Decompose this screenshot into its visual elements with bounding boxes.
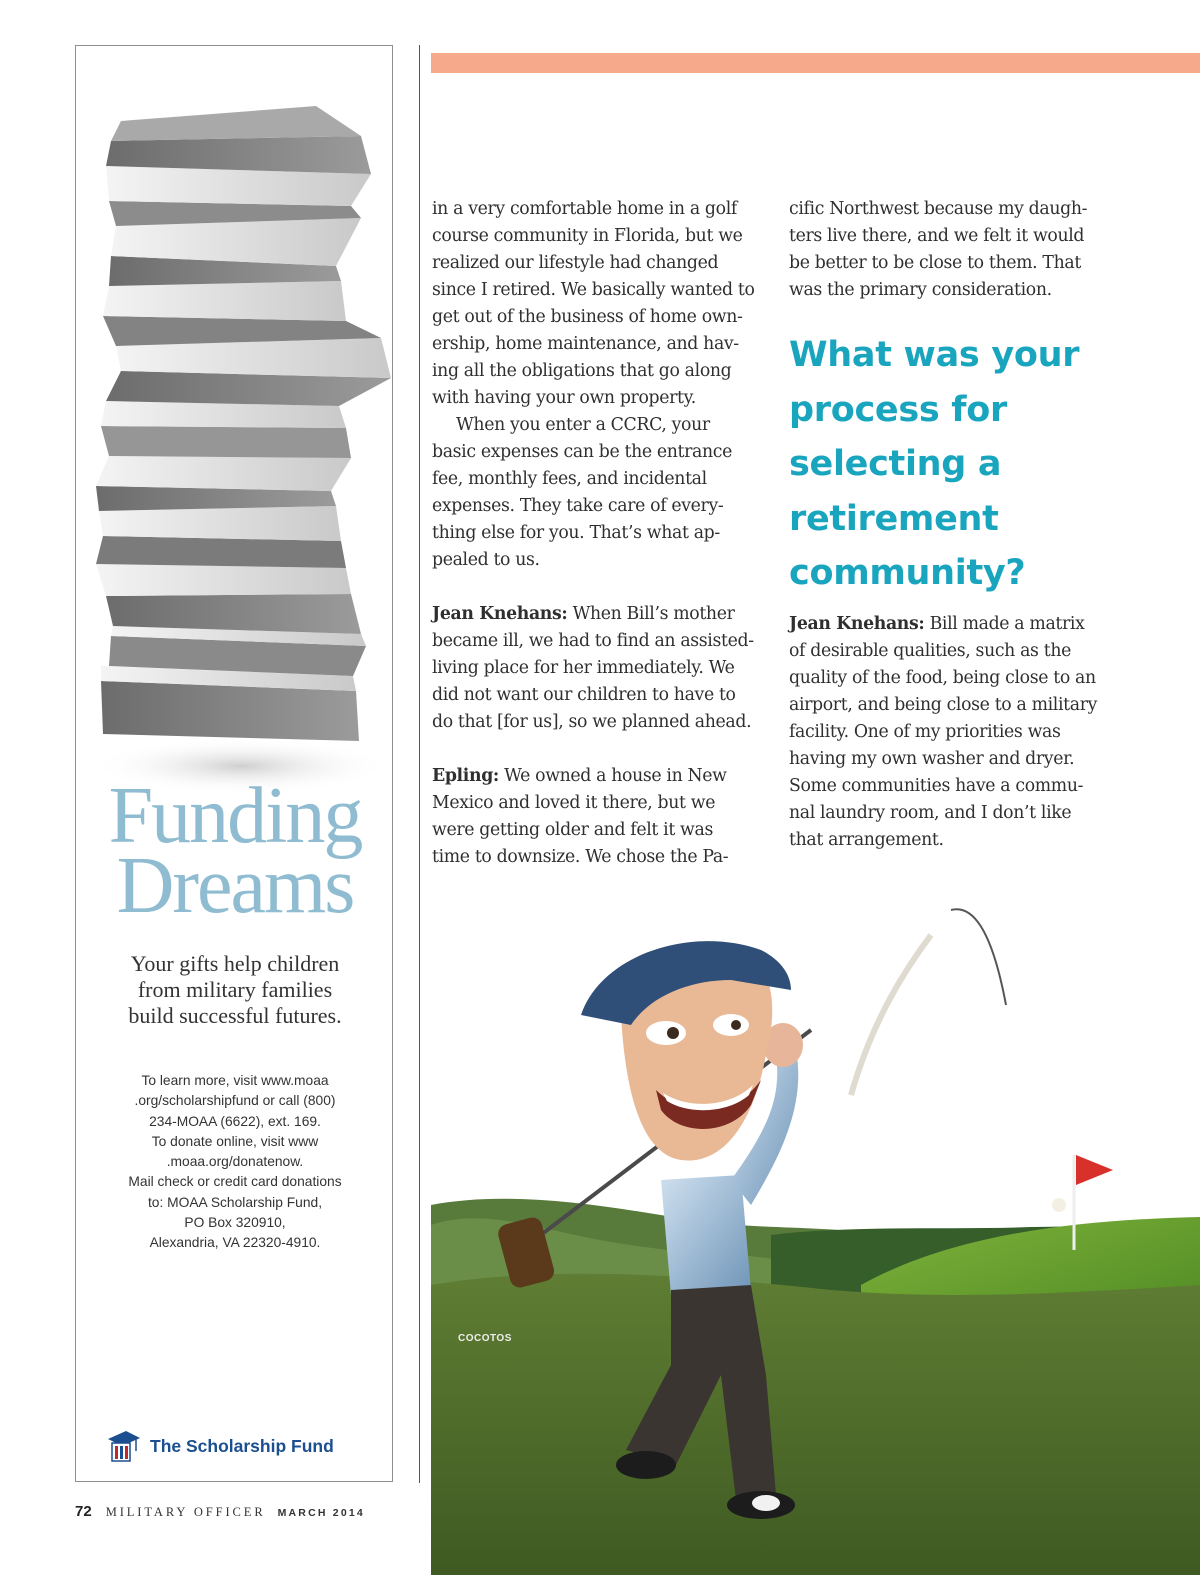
ad-headline bbox=[76, 772, 393, 930]
paragraph bbox=[432, 412, 772, 574]
ad-contact-line: To learn more, visit www.moaa bbox=[141, 1073, 329, 1088]
text-line: fee, monthly fees, and incidental bbox=[432, 469, 707, 489]
speaker-name: Jean Knehans: bbox=[432, 604, 568, 624]
logo-text: The Scholarship Fund bbox=[150, 1435, 334, 1456]
column-divider bbox=[419, 45, 420, 1483]
text-line: When Bill’s mother bbox=[567, 604, 735, 624]
text-line: time to downsize. We chose the Pa- bbox=[432, 847, 729, 867]
golfer-collage-illustration bbox=[431, 905, 1200, 1575]
text-line: cific Northwest because my daugh- bbox=[789, 199, 1088, 219]
ad-contact-line: To donate online, visit www bbox=[151, 1133, 319, 1149]
ad-contact-line: Mail check or credit card donations bbox=[128, 1174, 342, 1190]
text-line: realized our lifestyle had changed bbox=[432, 253, 719, 273]
text-line: When you enter a CCRC, your bbox=[456, 415, 710, 435]
speaker-name: Epling: bbox=[432, 766, 499, 786]
text-line: having my own washer and dryer. bbox=[789, 748, 1075, 769]
ad-tagline-line: from military families bbox=[137, 977, 333, 1002]
text-line: since I retired. We basically wanted to bbox=[432, 280, 755, 300]
text-line: pealed to us. bbox=[432, 550, 540, 570]
paragraph bbox=[432, 763, 772, 871]
ad-contact-line: .org/scholarshipfund or call (800) bbox=[134, 1093, 336, 1109]
question-line: process for bbox=[789, 389, 1007, 430]
text-line: did not want our children to have to bbox=[432, 685, 736, 705]
ad-contact-line: 234-MOAA (6622), ext. 169. bbox=[149, 1113, 321, 1129]
question-line: What was your bbox=[789, 335, 1080, 375]
ad-tagline-line: build successful futures. bbox=[128, 1003, 342, 1028]
mortarboard-icon bbox=[106, 1427, 142, 1465]
text-line: We owned a house in New bbox=[498, 766, 727, 786]
text-line: ership, home maintenance, and hav- bbox=[432, 334, 739, 354]
article-column-2 bbox=[789, 196, 1134, 854]
illustration-credit: COCOTOS bbox=[458, 1333, 512, 1344]
text-line: Bill made a matrix bbox=[924, 613, 1085, 634]
ad-headline-line-2: Dreams bbox=[116, 842, 354, 930]
text-line: expenses. They take care of every- bbox=[432, 496, 724, 516]
stacked-books-image bbox=[91, 106, 391, 796]
text-line: Some communities have a commu- bbox=[789, 775, 1084, 796]
page-number: 72 bbox=[75, 1503, 92, 1520]
page-footer bbox=[75, 1503, 365, 1523]
question-line: community? bbox=[789, 553, 1026, 593]
ad-contact-info bbox=[98, 1071, 372, 1254]
text-line: basic expenses can be the entrance bbox=[432, 442, 732, 462]
text-line: was the primary consideration. bbox=[789, 280, 1052, 300]
paragraph bbox=[432, 196, 772, 412]
text-line: thing else for you. That’s what ap- bbox=[432, 523, 720, 543]
speaker-name: Jean Knehans: bbox=[789, 613, 925, 634]
paragraph bbox=[789, 196, 1134, 304]
text-line: with having your own property. bbox=[432, 388, 696, 408]
text-line: were getting older and felt it was bbox=[432, 820, 713, 840]
text-line: became ill, we had to find an assisted- bbox=[432, 631, 754, 651]
text-line: be better to be close to them. That bbox=[789, 253, 1081, 273]
ad-contact-line: Alexandria, VA 22320-4910. bbox=[149, 1235, 321, 1251]
text-line: that arrangement. bbox=[789, 829, 944, 850]
ad-tagline bbox=[76, 951, 393, 1029]
scholarship-fund-ad bbox=[75, 45, 393, 1482]
text-line: get out of the business of home own- bbox=[432, 307, 743, 327]
text-line: of desirable qualities, such as the bbox=[789, 640, 1071, 661]
issue-date: MARCH 2014 bbox=[277, 1507, 365, 1519]
ad-contact-line: to: MOAA Scholarship Fund, bbox=[147, 1194, 323, 1210]
paragraph bbox=[789, 611, 1134, 854]
text-line: do that [for us], so we planned ahead. bbox=[432, 712, 752, 732]
accent-bar bbox=[431, 53, 1200, 73]
text-line: course community in Florida, but we bbox=[432, 226, 743, 246]
text-line: ing all the obligations that go along bbox=[432, 361, 732, 381]
question-heading bbox=[789, 328, 1134, 601]
magazine-name: MILITARY OFFICER bbox=[105, 1505, 266, 1519]
text-line: Mexico and loved it there, but we bbox=[432, 793, 716, 813]
question-line: selecting a bbox=[789, 444, 1002, 484]
text-line: quality of the food, being close to an bbox=[789, 667, 1096, 688]
ad-headline-line-1: Funding bbox=[108, 772, 362, 860]
article-column-1 bbox=[432, 196, 772, 871]
text-line: in a very comfortable home in a golf bbox=[432, 199, 737, 219]
text-line: facility. One of my priorities was bbox=[789, 721, 1061, 742]
ad-tagline-line: Your gifts help children bbox=[130, 951, 340, 976]
text-line: living place for her immediately. We bbox=[432, 658, 735, 678]
scholarship-fund-logo bbox=[106, 1426, 334, 1466]
text-line: nal laundry room, and I don’t like bbox=[789, 802, 1072, 823]
question-line: retirement bbox=[789, 498, 999, 539]
ad-contact-line: PO Box 320910, bbox=[184, 1215, 286, 1231]
text-line: ters live there, and we felt it would bbox=[789, 226, 1085, 246]
ad-contact-line: .moaa.org/donatenow. bbox=[166, 1154, 304, 1170]
paragraph bbox=[432, 601, 772, 736]
text-line: airport, and being close to a military bbox=[789, 694, 1098, 715]
